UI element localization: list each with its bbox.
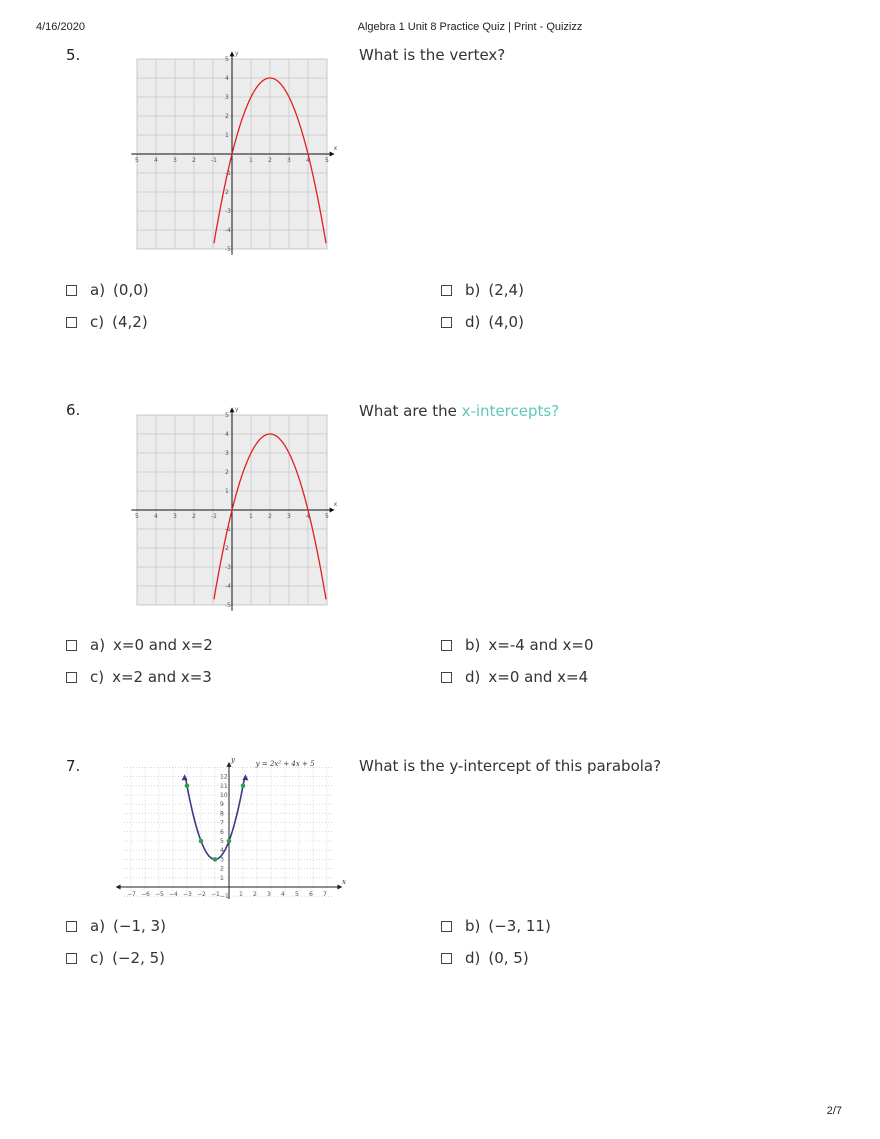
- y-axis-label: y: [235, 406, 239, 414]
- y-tick-label: -3: [225, 208, 231, 215]
- y-axis-label: y: [231, 755, 235, 764]
- y-tick-label: 2: [225, 545, 229, 552]
- y-tick-label: 2: [220, 865, 224, 873]
- checkbox[interactable]: [441, 640, 452, 651]
- y-tick-label: -5: [225, 246, 231, 253]
- y-tick-label: 3: [225, 450, 229, 457]
- x-tick-label: 5: [135, 513, 139, 520]
- option-text: (0,0): [113, 281, 149, 299]
- question-5-text: What is the vertex?: [359, 46, 506, 64]
- x-tick-label: 4: [281, 891, 285, 898]
- x-tick-label: −4: [169, 891, 178, 898]
- equation-label: y = 2x² + 4x + 5: [255, 760, 315, 768]
- x-tick-label: −5: [155, 891, 164, 898]
- x-tick-label: 4: [306, 157, 310, 164]
- option-letter: c): [90, 313, 105, 331]
- y-tick-label: -1: [225, 526, 231, 533]
- option-text: (4,2): [112, 313, 148, 331]
- question-5-graph: [128, 46, 340, 258]
- option-text: (−2, 5): [112, 949, 166, 967]
- plotted-point: [213, 857, 218, 862]
- x-tick-label: 2: [192, 157, 196, 164]
- y-tick-label: 3: [225, 94, 229, 101]
- checkbox[interactable]: [441, 672, 452, 683]
- y-tick-label: 6: [220, 828, 224, 836]
- y-tick-label: 11: [220, 782, 228, 790]
- x-axis-label: x: [342, 878, 346, 886]
- x-tick-label: −1: [211, 891, 220, 898]
- y-tick-label: 1: [225, 132, 229, 139]
- option-text: (2,4): [488, 281, 524, 299]
- option-letter: b): [465, 636, 481, 654]
- y-tick-label: 4: [220, 847, 224, 855]
- x-tick-label: −3: [183, 891, 192, 898]
- y-tick-label: 2: [225, 469, 229, 476]
- x-axis-label: x: [333, 501, 338, 508]
- y-tick-label: 5: [225, 412, 229, 419]
- plotted-point: [185, 784, 190, 789]
- question-6-option-c[interactable]: [66, 668, 212, 686]
- x-tick-label: 6: [309, 891, 313, 898]
- checkbox[interactable]: [441, 953, 452, 964]
- x-tick-label: -1: [211, 157, 217, 164]
- option-letter: a): [90, 917, 106, 935]
- y-tick-label: 2: [225, 189, 229, 196]
- question-7-number: 7.: [66, 757, 81, 775]
- y-tick-label: 4: [225, 75, 229, 82]
- option-letter: b): [465, 281, 481, 299]
- x-tick-label: 1: [239, 891, 243, 898]
- question-7-option-d[interactable]: [441, 949, 529, 967]
- question-6-text: [359, 402, 559, 420]
- option-text: x=-4 and x=0: [488, 636, 594, 654]
- y-tick-label: -4: [225, 227, 231, 234]
- plotted-point: [227, 839, 232, 844]
- y-tick-label: -1: [225, 170, 231, 177]
- question-6-option-d[interactable]: [441, 668, 588, 686]
- y-tick-label: -3: [225, 564, 231, 571]
- x-tick-label: 5: [295, 891, 299, 898]
- option-letter: c): [90, 668, 105, 686]
- checkbox[interactable]: [66, 953, 77, 964]
- checkbox[interactable]: [441, 921, 452, 932]
- x-tick-label: 3: [173, 513, 177, 520]
- option-letter: d): [465, 313, 481, 331]
- print-date: 4/16/2020: [36, 21, 85, 33]
- y-tick-label: 9: [220, 801, 224, 809]
- x-tick-label: 4: [154, 157, 158, 164]
- x-tick-label: 5: [325, 157, 329, 164]
- y-axis-label: y: [235, 50, 239, 58]
- question-7-graph: [116, 752, 352, 902]
- y-tick-label: 3: [220, 856, 224, 864]
- x-tick-label: 1: [249, 157, 253, 164]
- plotted-point: [199, 839, 204, 844]
- checkbox[interactable]: [441, 317, 452, 328]
- x-tick-label: 3: [173, 157, 177, 164]
- y-tick-label: -4: [225, 583, 231, 590]
- y-tick-label: 10: [220, 792, 228, 799]
- question-6-option-b[interactable]: [441, 636, 594, 654]
- y-axis-arrow: [230, 407, 235, 412]
- x-tick-label: 5: [135, 157, 139, 164]
- x-tick-label: 3: [267, 891, 271, 898]
- question-7-option-a[interactable]: [66, 917, 166, 935]
- y-tick-label: 4: [225, 431, 229, 438]
- option-letter: a): [90, 281, 106, 299]
- y-tick-label: -5: [225, 602, 231, 609]
- question-6-graph: [128, 402, 340, 614]
- option-letter: d): [465, 949, 481, 967]
- checkbox[interactable]: [66, 640, 77, 651]
- question-5-option-a[interactable]: [66, 281, 149, 299]
- x-tick-label: 2: [268, 157, 272, 164]
- question-7-text: What is the y-intercept of this parabola?: [359, 757, 662, 775]
- option-letter: b): [465, 917, 481, 935]
- checkbox[interactable]: [441, 285, 452, 296]
- x-tick-label: -1: [211, 513, 217, 520]
- y-tick-label: 5: [220, 838, 224, 845]
- y-tick-label: 8: [220, 810, 224, 818]
- option-letter: d): [465, 668, 481, 686]
- x-tick-label: 3: [287, 157, 291, 164]
- option-text: (−1, 3): [113, 917, 166, 935]
- option-text: x=0 and x=4: [488, 668, 589, 686]
- page-number: 2/7: [826, 1105, 842, 1117]
- y-tick-label: 12: [220, 773, 228, 781]
- question-6-option-a[interactable]: [66, 636, 213, 654]
- x-axis-arrow: [330, 152, 335, 157]
- x-axis-arrow: [330, 508, 335, 513]
- x-tick-label: 1: [249, 513, 253, 520]
- checkbox[interactable]: [66, 285, 77, 296]
- option-text: (4,0): [488, 313, 524, 331]
- question-6-number: 6.: [66, 401, 81, 419]
- checkbox[interactable]: [66, 921, 77, 932]
- option-text: (0, 5): [488, 949, 529, 967]
- x-tick-label: 4: [306, 513, 310, 520]
- option-letter: a): [90, 636, 106, 654]
- y-tick-label: 5: [225, 56, 229, 63]
- checkbox[interactable]: [66, 672, 77, 683]
- x-intercepts-link[interactable]: x-intercepts?: [461, 402, 560, 420]
- print-title: Algebra 1 Unit 8 Practice Quiz | Print - Quizizz: [357, 21, 583, 33]
- option-text: x=0 and x=2: [113, 636, 213, 654]
- y-tick-label: 1: [225, 488, 229, 495]
- y-tick-label: 1: [220, 874, 224, 882]
- checkbox[interactable]: [66, 317, 77, 328]
- x-tick-label: 2: [253, 891, 257, 898]
- y-axis-arrow: [230, 51, 235, 56]
- option-letter: c): [90, 949, 105, 967]
- x-tick-label: 7: [323, 891, 327, 898]
- y-tick-label: 7: [220, 819, 224, 827]
- question-5-option-b[interactable]: [441, 281, 524, 299]
- plotted-point: [241, 784, 246, 789]
- y-tick-label: −1: [220, 893, 229, 901]
- question-7-option-b[interactable]: [441, 917, 551, 935]
- x-tick-label: −2: [197, 891, 206, 898]
- option-text: x=2 and x=3: [112, 668, 212, 686]
- x-tick-label: −7: [127, 891, 136, 898]
- x-tick-label: 4: [154, 513, 158, 520]
- question-7-option-c[interactable]: [66, 949, 165, 967]
- question-6-text-start: What are the: [359, 402, 462, 420]
- x-tick-label: 2: [268, 513, 272, 520]
- x-axis-arrow: [116, 885, 121, 890]
- x-tick-label: 2: [192, 513, 196, 520]
- question-5-option-c[interactable]: [66, 313, 148, 331]
- x-tick-label: −6: [141, 891, 150, 898]
- question-5-number: 5.: [66, 46, 81, 64]
- x-tick-label: 5: [325, 513, 329, 520]
- y-tick-label: 2: [225, 113, 229, 120]
- x-axis-label: x: [333, 145, 338, 152]
- question-5-option-d[interactable]: [441, 313, 524, 331]
- x-tick-label: 3: [287, 513, 291, 520]
- option-text: (−3, 11): [488, 917, 551, 935]
